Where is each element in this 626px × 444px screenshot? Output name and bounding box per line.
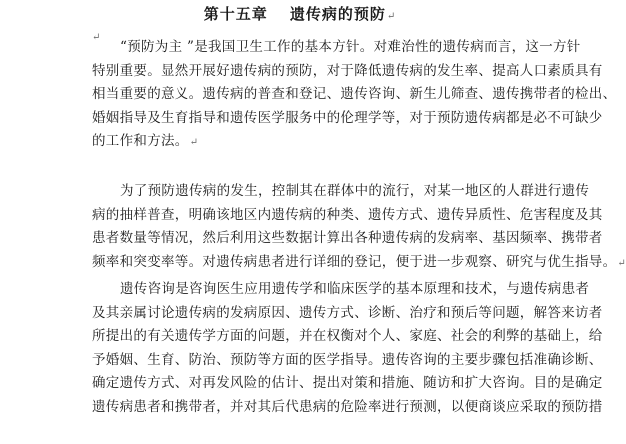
chapter-title bbox=[0, 3, 600, 28]
paragraph-mark-icon: ↵ bbox=[386, 11, 397, 22]
text-line: 相当重要的意义。遗传病的普查和登记、遗传咨询、新生儿筛查、遗传携带者的检出、 bbox=[92, 86, 617, 102]
text-line: 所提出的有关遗传学方面的问题，并在权衡对个人、家庭、社会的利弊的基础上，给 bbox=[92, 328, 603, 344]
text-line: 予婚姻、生育、防治、预防等方面的医学指导。遗传咨询的主要步骤包括准确诊断、 bbox=[92, 351, 603, 368]
text-line-content: 的工作和方法。 bbox=[92, 133, 189, 149]
paragraph-mark-icon: ↵ bbox=[617, 257, 626, 269]
chapter-title-text: 第十五章 遗传病的预防 bbox=[203, 5, 386, 23]
text-line: 特别重要。显然开展好遗传病的预防，对于降低遗传病的发生率、提高人口素质具有 bbox=[92, 62, 603, 79]
text-line bbox=[92, 251, 626, 276]
text-line-content: 频率和突变率等。对遗传病患者进行详细的登记，便于进一步观察、研究与优生指导。 bbox=[92, 253, 617, 270]
text-line: 婚姻指导及生育指导和遗传医学服务中的伦理学等，对于预防遗传病都是必不可缺少 bbox=[92, 109, 603, 126]
text-line: 病的抽样普查，明确该地区内遗传病的种类、遗传方式、遗传异质性、危害程度及其 bbox=[92, 206, 603, 223]
paragraph-mark-icon: ↵ bbox=[189, 137, 199, 148]
text-line: 遗传咨询是咨询医生应用遗传学和临床医学的基本原理和技术，与遗传病患者 bbox=[120, 281, 590, 297]
text-line: 遗传病患者和携带者，并对其后代患病的危险率进行预测，以便商谈应采取的预防措 bbox=[92, 398, 603, 415]
paragraph-prevention-policy bbox=[92, 36, 617, 155]
text-line: 确定遗传方式、对再发风险的估计、提出对策和措施、随访和扩大咨询。目的是确定 bbox=[92, 375, 603, 391]
text-line: 为了预防遗传病的发生，控制其在群体中的流行，对某一地区的人群进行遗传 bbox=[120, 183, 590, 199]
text-line: 患者数量等情况，然后利用这些数据计算出各种遗传病的发病率、基因频率、携带者 bbox=[92, 230, 603, 246]
paragraph-screening bbox=[92, 180, 626, 275]
text-line: 及其亲属讨论遗传病的发病原因、遗传方式、诊断、治疗和预后等问题，解答来访者 bbox=[92, 304, 603, 321]
text-line: “预防为主 ”是我国卫生工作的基本方针。对难治性的遗传病而言，这一方针 bbox=[120, 39, 581, 55]
paragraph-genetic-counseling bbox=[92, 278, 602, 419]
text-line bbox=[92, 130, 602, 155]
paragraph-mark-icon: ↵ bbox=[92, 32, 101, 43]
